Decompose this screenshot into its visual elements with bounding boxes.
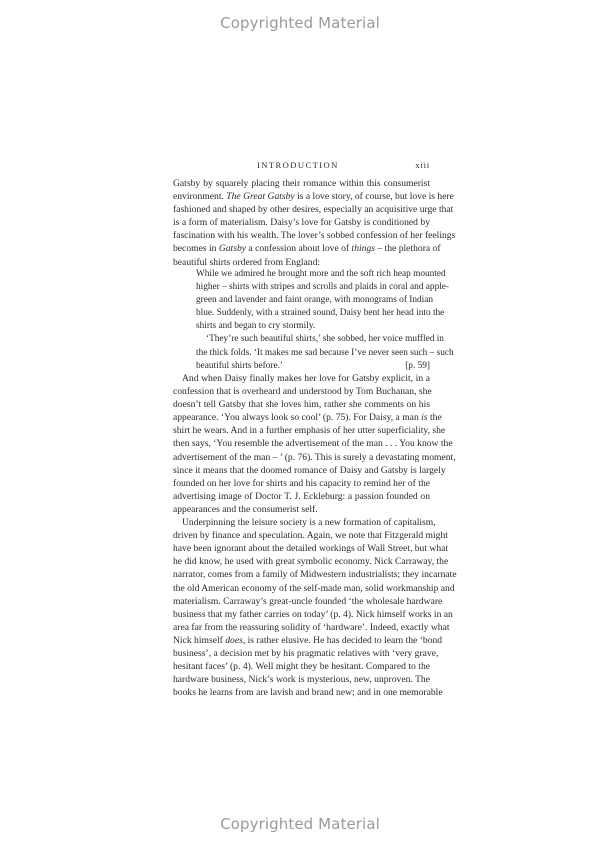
- text-line: fashioned and shaped by other desires, especially an acquisitive urge that: [173, 204, 454, 216]
- text-line: have been ignorant about the detailed workings of Wall Street, but what: [173, 543, 449, 555]
- text-line: advertisement of the man – ’ (p. 76). This is surely a devastating moment,: [173, 451, 456, 463]
- text-line: becomes in Gatsby a confession about love of things – the plethora of: [173, 243, 441, 255]
- quote-line: higher – shirts with stripes and scrolls and plaids in coral and apple-: [196, 282, 450, 293]
- watermark-top: Copyrighted Material: [220, 14, 380, 32]
- text-line: appearance. ‘You always look so cool’ (p. 75). For Daisy, a man is the: [173, 412, 442, 424]
- text-line: books he learns from are lavish and brand new; and in one memorable: [173, 687, 443, 699]
- text-line: appearances and the consumerist self.: [173, 503, 318, 515]
- text-line: driven by finance and speculation. Again, we note that Fitzgerald might: [173, 530, 448, 542]
- text-line: materialism. Carraway’s great-uncle founded ‘the wholesale hardware: [173, 595, 443, 607]
- body-paragraph-2: [173, 372, 456, 516]
- text-line: area far from the reassuring solidity of ‘hardware’. Indeed, exactly what: [173, 621, 450, 633]
- watermark-bottom: Copyrighted Material: [220, 815, 380, 833]
- text-line: he did know, he used with great symbolic economy. Nick Carraway, the: [173, 556, 449, 568]
- text-line: business’, a decision met by his pragmatic relatives with ‘very grave,: [173, 647, 439, 659]
- text-line: hardware business, Nick’s work is mysterious, new, unproven. The: [173, 674, 430, 686]
- quote-line: blue. Suddenly, with a strained sound, Daisy bent her head into the: [196, 308, 445, 319]
- chapter-title: INTRODUCTION: [257, 160, 339, 170]
- quote-line: the thick folds. ‘It makes me sad because I’ve never seen such – such: [196, 347, 454, 358]
- quote-line: ‘They’re such beautiful shirts,’ she sobbed, her voice muffled in: [206, 334, 444, 345]
- text-line: environment. The Great Gatsby is a love story, of course, but love is here: [173, 191, 454, 203]
- quote-line: green and lavender and faint orange, with monograms of Indian: [196, 295, 433, 306]
- text-line: Underpinning the leisure society is a new formation of capitalism,: [182, 517, 436, 529]
- quote-last-text: beautiful shirts before.’: [196, 360, 283, 371]
- text-line: is a form of materialism. Daisy’s love for Gatsby is conditioned by: [173, 217, 430, 229]
- text-line: narrator, comes from a family of Midwestern industrialists; they incarnate: [173, 569, 457, 581]
- text-line: business that my father carries on today’ (p. 4). Nick himself works in an: [173, 608, 453, 620]
- text-line: advertising image of Doctor T. J. Eckleburg: a passion founded on: [173, 490, 430, 502]
- text-line: doesn’t tell Gatsby that she loves him, rather she comments on his: [173, 399, 430, 411]
- body-paragraph-3: [173, 516, 457, 699]
- quote-line: shirts and began to cry stormily.: [196, 321, 316, 332]
- quote-line: While we admired he brought more and the soft rich heap mounted: [196, 269, 446, 279]
- text-line: the old American economy of the self-made man, solid workmanship and: [173, 582, 455, 594]
- text-line: Nick himself does, is rather elusive. He has decided to learn the ‘bond: [173, 634, 443, 646]
- text-line: beautiful shirts ordered from England:: [173, 256, 321, 268]
- text-line: fascination with his wealth. The lover’s sobbed confession of her feelings: [173, 230, 456, 242]
- text-line: And when Daisy finally makes her love for Gatsby explicit, in a: [182, 373, 430, 384]
- text-line: Gatsby by squarely placing their romance within this consumerist: [173, 178, 430, 189]
- text-line: founded on her love for shirts and his capacity to remind her of the: [173, 477, 430, 489]
- text-line: then says, ‘You resemble the advertisement of the man . . . You know the: [173, 438, 453, 450]
- quote-citation: [p. 59]: [405, 360, 430, 371]
- text-line: confession that is overheard and understood by Tom Buchanan, she: [173, 386, 432, 398]
- text-line: shirt he wears. And in a further emphasis of her utter superficiality, she: [173, 425, 446, 437]
- quote-last-line: [196, 360, 430, 373]
- running-head: [173, 160, 430, 174]
- text-line: since it means that the doomed romance of Daisy and Gatsby is largely: [173, 464, 446, 476]
- block-quote: [196, 268, 454, 373]
- body-text-continued: [173, 372, 457, 699]
- text-line: hesitant faces’ (p. 4). Well might they be hesitant. Compared to the: [173, 661, 430, 673]
- page-number: xiii: [415, 160, 430, 170]
- body-paragraph-1: [173, 177, 456, 269]
